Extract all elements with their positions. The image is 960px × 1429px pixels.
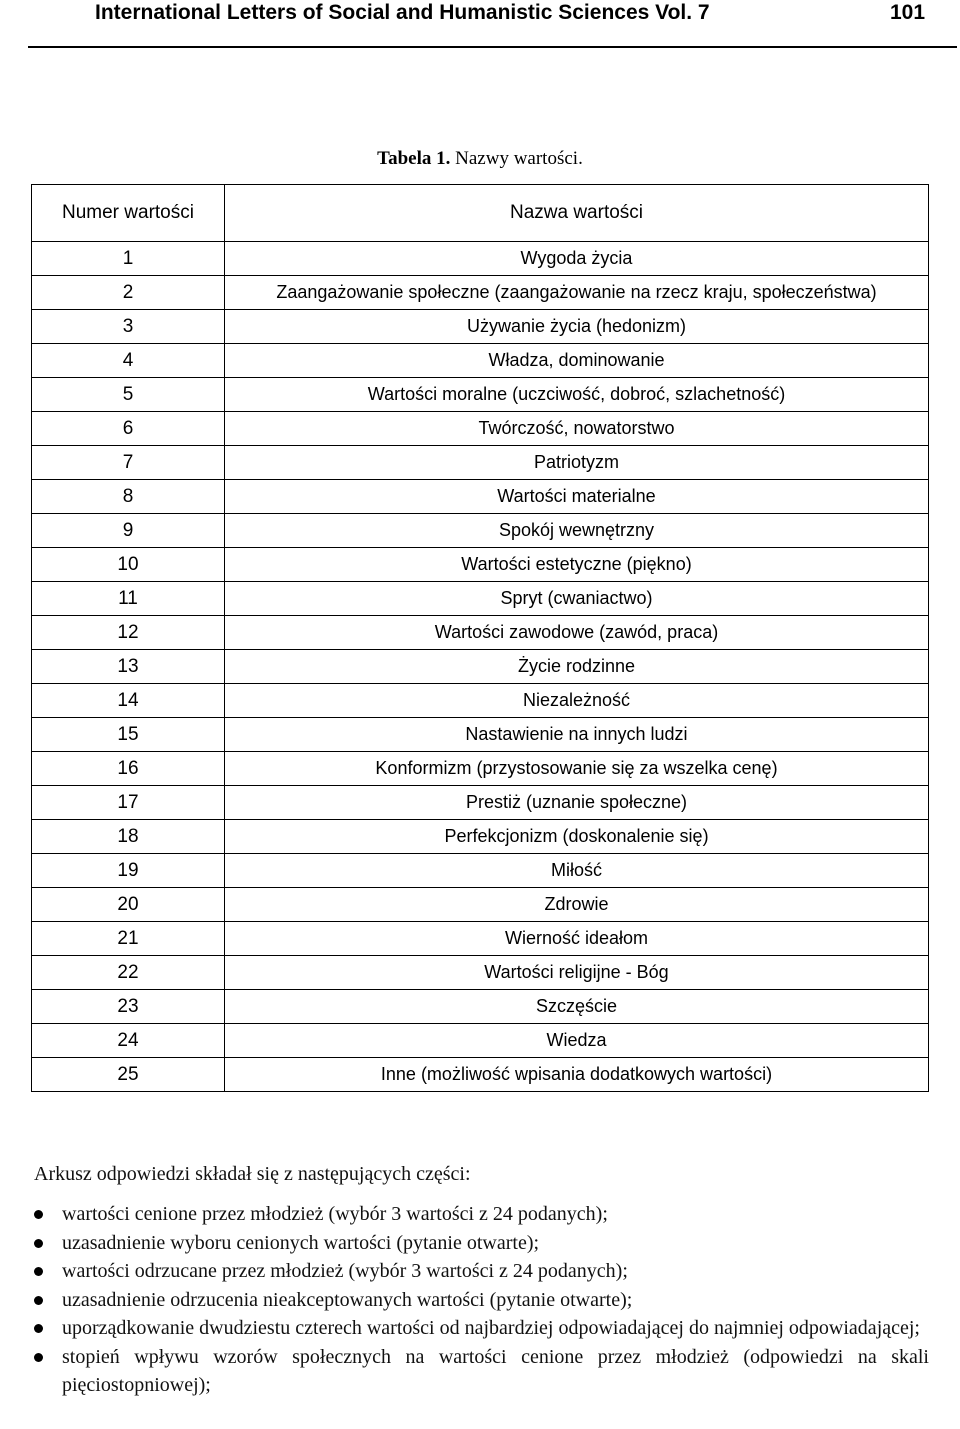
value-name-cell: Wiedza [225,1024,929,1058]
value-number-cell: 8 [32,480,225,514]
table-row [32,310,929,344]
table-row [32,582,929,616]
bullet-icon [34,1267,43,1276]
table-row [32,752,929,786]
page-header [0,0,960,30]
bullet-icon [34,1210,43,1219]
value-name-cell: Wartości moralne (uczciwość, dobroć, szlachetność) [225,378,929,412]
value-number-cell: 9 [32,514,225,548]
value-name-cell: Spokój wewnętrzny [225,514,929,548]
value-name-cell: Inne (możliwość wpisania dodatkowych wartości) [225,1058,929,1092]
table-row [32,650,929,684]
value-name-cell: Spryt (cwaniactwo) [225,582,929,616]
value-name-cell: Prestiż (uznanie społeczne) [225,786,929,820]
value-number-cell: 3 [32,310,225,344]
bullet-icon [34,1353,43,1362]
list-item-text: uzasadnienie wyboru cenionych wartości (pytanie otwarte); [62,1231,540,1254]
value-number-cell: 13 [32,650,225,684]
value-number-cell: 2 [32,276,225,310]
table-row [32,548,929,582]
value-name-cell: Życie rodzinne [225,650,929,684]
column-header-number: Numer wartości [32,185,225,242]
value-name-cell: Zdrowie [225,888,929,922]
value-number-cell: 4 [32,344,225,378]
value-number-cell: 18 [32,820,225,854]
value-name-cell: Wygoda życia [225,242,929,276]
list-item [34,1343,929,1400]
value-number-cell: 22 [32,956,225,990]
table-row [32,514,929,548]
table-row [32,378,929,412]
table-header-row [32,185,929,242]
bullet-icon [34,1324,43,1333]
table-row [32,1024,929,1058]
value-name-cell: Perfekcjonizm (doskonalenie się) [225,820,929,854]
table-row [32,888,929,922]
table-row [32,956,929,990]
list-item [34,1286,929,1315]
value-name-cell: Nastawienie na innych ludzi [225,718,929,752]
value-number-cell: 25 [32,1058,225,1092]
table-row [32,276,929,310]
value-name-cell: Wartości zawodowe (zawód, praca) [225,616,929,650]
value-name-cell: Władza, dominowanie [225,344,929,378]
list-item-text: wartości cenione przez młodzież (wybór 3 wartości z 24 podanych); [62,1203,608,1225]
value-name-cell: Niezależność [225,684,929,718]
value-name-cell: Wartości estetyczne (piękno) [225,548,929,582]
list-item [34,1257,929,1286]
list-item [34,1229,929,1258]
table-caption-label: Tabela 1. [377,148,451,169]
value-number-cell: 5 [32,378,225,412]
value-number-cell: 7 [32,446,225,480]
value-name-cell: Miłość [225,854,929,888]
value-number-cell: 23 [32,990,225,1024]
value-name-cell: Wierność ideałom [225,922,929,956]
value-number-cell: 24 [32,1024,225,1058]
value-number-cell: 10 [32,548,225,582]
value-name-cell: Używanie życia (hedonizm) [225,310,929,344]
table-row [32,446,929,480]
table-row [32,412,929,446]
value-number-cell: 16 [32,752,225,786]
table-caption-text: Nazwy wartości. [455,148,583,169]
table-row [32,718,929,752]
values-table [31,184,929,1092]
value-number-cell: 20 [32,888,225,922]
list-item [34,1200,929,1229]
value-number-cell: 6 [32,412,225,446]
table-row [32,344,929,378]
answer-sheet-parts-list [34,1200,929,1400]
list-item-text: wartości odrzucane przez młodzież (wybór 3 wartości z 24 podanych); [62,1260,628,1282]
value-number-cell: 11 [32,582,225,616]
header-divider [28,46,957,48]
table-row [32,786,929,820]
value-name-cell: Konformizm (przystosowanie się za wszelka cenę) [225,752,929,786]
list-item [34,1314,929,1343]
value-name-cell: Wartości religijne - Bóg [225,956,929,990]
table-caption [0,147,960,171]
value-name-cell: Zaangażowanie społeczne (zaangażowanie na rzecz kraju, społeczeństwa) [225,276,929,310]
table-row [32,242,929,276]
value-number-cell: 15 [32,718,225,752]
page-number: 101 [890,1,926,24]
table-row [32,1058,929,1092]
value-number-cell: 14 [32,684,225,718]
value-name-cell: Szczęście [225,990,929,1024]
bullet-icon [34,1239,43,1248]
table-body [32,242,929,1092]
bullet-icon [34,1296,43,1305]
value-name-cell: Wartości materialne [225,480,929,514]
table-row [32,684,929,718]
table-row [32,820,929,854]
value-number-cell: 21 [32,922,225,956]
answer-sheet-intro: Arkusz odpowiedzi składał się z następujących części: [34,1163,471,1185]
value-number-cell: 19 [32,854,225,888]
value-number-cell: 1 [32,242,225,276]
column-header-name: Nazwa wartości [225,185,929,242]
value-number-cell: 17 [32,786,225,820]
table-row [32,922,929,956]
list-item-text: stopień wpływu wzorów społecznych na wartości cenione przez młodzież (odpowiedzi na skali pięciostopniowej); [62,1345,929,1396]
table-row [32,480,929,514]
value-number-cell: 12 [32,616,225,650]
value-name-cell: Patriotyzm [225,446,929,480]
list-item-text: uzasadnienie odrzucenia nieakceptowanych wartości (pytanie otwarte); [62,1288,633,1311]
value-name-cell: Twórczość, nowatorstwo [225,412,929,446]
table-row [32,616,929,650]
journal-title: International Letters of Social and Humanistic Sciences Vol. 7 [95,1,710,24]
table-row [32,854,929,888]
list-item-text: uporządkowanie dwudziestu czterech wartości od najbardziej odpowiadającej do najmniej odpowiadającej; [62,1317,920,1339]
table-row [32,990,929,1024]
